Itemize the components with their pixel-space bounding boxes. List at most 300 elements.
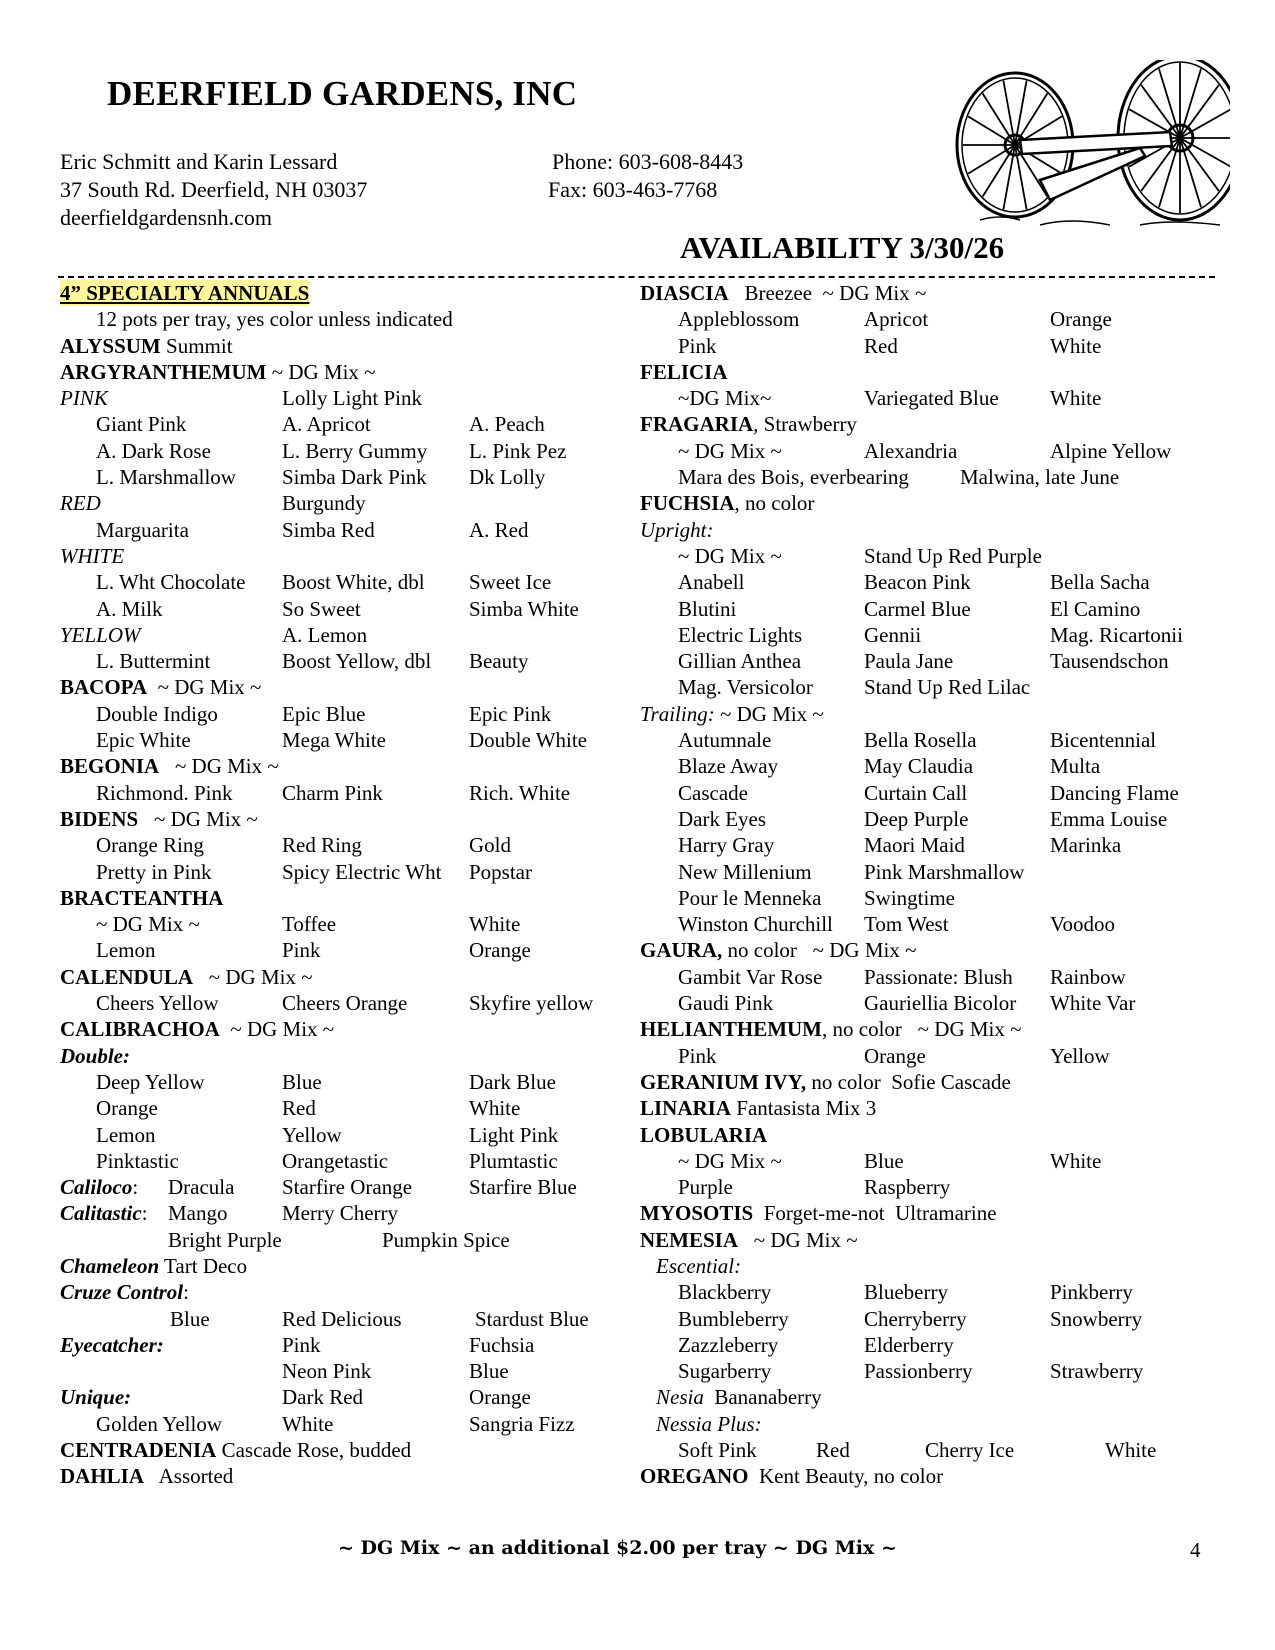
- list-row: [60, 911, 620, 937]
- variety: Snowberry: [1050, 1306, 1143, 1331]
- variety: White: [1105, 1438, 1157, 1463]
- variety: ~ DG Mix ~: [96, 912, 200, 937]
- wheel-spoke: [1141, 85, 1180, 138]
- variety: Orange: [469, 938, 531, 963]
- plant-heading: [640, 937, 916, 963]
- plant-name: GAURA,: [640, 938, 723, 963]
- list-row: [60, 1411, 620, 1437]
- variety: White: [469, 1096, 521, 1121]
- list-row: [60, 1332, 620, 1358]
- list-row: [640, 1384, 1220, 1410]
- plant-name: OREGANO: [640, 1464, 749, 1489]
- variety: Dark Eyes: [678, 806, 767, 831]
- variety: A. Dark Rose: [96, 438, 211, 463]
- series-label: [60, 1174, 138, 1200]
- plant-heading: [60, 885, 223, 911]
- category-heading: [640, 701, 824, 727]
- variety: Blueberry: [864, 1280, 948, 1305]
- variety: Blue: [282, 1069, 322, 1094]
- variety: Pumpkin Spice: [382, 1227, 510, 1252]
- variety: Raspberry: [864, 1175, 951, 1200]
- variety: Stand Up Red Purple: [864, 543, 1042, 568]
- list-row: [640, 306, 1220, 332]
- section-title-row: [60, 280, 620, 306]
- variety: Paula Jane: [864, 649, 954, 674]
- list-row: [640, 701, 1220, 727]
- variety: Pink Marshmallow: [864, 859, 1025, 884]
- list-row: [60, 1174, 620, 1200]
- variety: Pink: [282, 938, 321, 963]
- list-row: [640, 438, 1220, 464]
- series-heading: [656, 1411, 762, 1437]
- variety: Sangria Fizz: [469, 1411, 575, 1436]
- variety: Mara des Bois, everbearing: [678, 465, 909, 490]
- list-row: [640, 648, 1220, 674]
- list-row: [60, 859, 620, 885]
- plant-heading: [640, 490, 814, 516]
- series-note: Tart Deco: [159, 1253, 248, 1278]
- plant-name: LINARIA: [640, 1096, 732, 1121]
- variety: Beacon Pink: [864, 570, 971, 595]
- variety: White: [282, 1411, 334, 1436]
- list-row: [640, 569, 1220, 595]
- list-row: [640, 1332, 1220, 1358]
- variety: Red Ring: [282, 833, 362, 858]
- variety: Simba Red: [282, 517, 375, 542]
- variety: Blue: [864, 1148, 904, 1173]
- list-row: [60, 1306, 620, 1332]
- variety: Double Indigo: [96, 701, 218, 726]
- variety: Lemon: [96, 1122, 156, 1147]
- variety: Deep Yellow: [96, 1069, 205, 1094]
- variety: L. Marshmallow: [96, 465, 236, 490]
- series-heading: [656, 1384, 822, 1410]
- variety: ~ DG Mix ~: [678, 543, 782, 568]
- plant-note: ~ DG Mix ~: [159, 754, 279, 779]
- variety: Burgundy: [282, 491, 366, 516]
- website-link[interactable]: deerfieldgardensnh.com: [60, 205, 272, 230]
- plant-name: BRACTEANTHA: [60, 885, 224, 910]
- plant-name: CALENDULA: [60, 964, 194, 989]
- plant-name: HELIANTHEMUM: [640, 1017, 823, 1042]
- list-row: [640, 1279, 1220, 1305]
- list-row: [60, 543, 620, 569]
- list-row: [640, 1437, 1220, 1463]
- plant-note: no color ~ DG Mix ~: [722, 938, 917, 963]
- wheel-spoke: [1180, 138, 1219, 191]
- plant-name: CALIBRACHOA: [60, 1017, 220, 1042]
- plant-name: NEMESIA: [640, 1227, 739, 1252]
- variety: Marinka: [1050, 833, 1122, 858]
- variety: Blaze Away: [678, 754, 779, 779]
- series-colon: :: [132, 1175, 139, 1200]
- list-row: [60, 517, 620, 543]
- variety: Maori Maid: [864, 833, 965, 858]
- variety: Voodoo: [1050, 912, 1115, 937]
- list-row: [60, 937, 620, 963]
- list-row: [60, 569, 620, 595]
- list-row: [60, 385, 620, 411]
- plant-heading: [640, 411, 857, 437]
- series-label: Nesia: [656, 1385, 704, 1410]
- plant-heading: [640, 359, 728, 385]
- list-row: [60, 780, 620, 806]
- series-label: [60, 1200, 148, 1226]
- variety: Boost White, dbl: [282, 570, 425, 595]
- variety: A. Lemon: [282, 622, 368, 647]
- list-row: [60, 1437, 620, 1463]
- list-row: [60, 1095, 620, 1121]
- variety: Pink: [678, 1043, 717, 1068]
- plant-name: FRAGARIA: [640, 412, 754, 437]
- list-row: [640, 622, 1220, 648]
- variety: White: [469, 912, 521, 937]
- list-row: [640, 411, 1220, 437]
- list-row: [640, 1463, 1220, 1489]
- plant-name: FUCHSIA: [640, 491, 735, 516]
- plant-note: ~ DG Mix ~: [219, 1017, 335, 1042]
- plant-note: Kent Beauty, no color: [748, 1464, 944, 1489]
- variety: Alpine Yellow: [1050, 438, 1172, 463]
- list-row: [640, 333, 1220, 359]
- plant-note: Breezee ~ DG Mix ~: [728, 281, 927, 305]
- list-row: [60, 1043, 620, 1069]
- variety: Anabell: [678, 570, 745, 595]
- plant-heading: [60, 333, 233, 359]
- variety: Autumnale: [678, 728, 772, 753]
- wheel-spoke: [1180, 85, 1219, 138]
- list-row: [60, 359, 620, 385]
- variety: Emma Louise: [1050, 806, 1168, 831]
- plant-note: Forget-me-not Ultramarine: [753, 1201, 997, 1226]
- list-row: [640, 464, 1220, 490]
- plant-heading: [640, 1227, 858, 1253]
- variety: Appleblossom: [678, 307, 800, 332]
- series-name: Cruze Control: [60, 1280, 184, 1305]
- variety: Pretty in Pink: [96, 859, 212, 884]
- variety: Yellow: [1050, 1043, 1110, 1068]
- variety: A. Apricot: [282, 412, 371, 437]
- list-row: [60, 832, 620, 858]
- variety: Red Delicious: [282, 1306, 402, 1331]
- variety: Mag. Versicolor: [678, 675, 813, 700]
- list-row: [60, 648, 620, 674]
- list-row: [60, 674, 620, 700]
- series-note: Bananaberry: [703, 1385, 822, 1410]
- variety: ~ DG Mix ~: [678, 438, 782, 463]
- variety: Bella Rosella: [864, 728, 977, 753]
- plant-note: Assorted: [144, 1464, 234, 1489]
- plant-note: , no color ~ DG Mix ~: [822, 1017, 1022, 1042]
- list-row: [640, 517, 1220, 543]
- series-name: Chameleon: [60, 1253, 160, 1278]
- variety: Mag. Ricartonii: [1050, 622, 1183, 647]
- list-row: [640, 911, 1220, 937]
- variety: Blackberry: [678, 1280, 772, 1305]
- plant-note: ~ DG Mix ~: [138, 806, 258, 831]
- variety: Swingtime: [864, 885, 956, 910]
- plant-heading: [60, 1463, 233, 1489]
- list-row: [640, 1227, 1220, 1253]
- variety: Orange: [864, 1043, 926, 1068]
- list-row: [640, 964, 1220, 990]
- list-row: [60, 727, 620, 753]
- page-number: 4: [1190, 1538, 1201, 1562]
- plant-heading: [60, 964, 313, 990]
- plant-heading: [60, 359, 376, 385]
- variety: Orange Ring: [96, 833, 204, 858]
- fax: Fax: 603-463-7768: [548, 177, 718, 202]
- variety: Gauriellia Bicolor: [864, 991, 1017, 1016]
- series-name: Calitastic: [60, 1201, 142, 1226]
- variety: Bicentennial: [1050, 728, 1157, 753]
- plant-name: BEGONIA: [60, 754, 160, 779]
- color-category: YELLOW: [60, 622, 141, 647]
- plant-heading: [640, 1069, 1011, 1095]
- variety: Dracula: [168, 1175, 235, 1200]
- variety: Blutini: [678, 596, 737, 621]
- variety: Lolly Light Pink: [282, 386, 423, 411]
- list-row: [60, 1279, 620, 1305]
- variety: New Millenium: [678, 859, 812, 884]
- list-row: [60, 885, 620, 911]
- address-block: [60, 148, 367, 232]
- list-row: [640, 885, 1220, 911]
- plant-name: MYOSOTIS: [640, 1201, 754, 1226]
- plant-heading: [60, 753, 279, 779]
- variety: Pour le Menneka: [678, 885, 822, 910]
- variety: Mega White: [282, 728, 386, 753]
- plant-note: ~ DG Mix ~: [147, 675, 262, 700]
- list-row: [640, 543, 1220, 569]
- list-row: [640, 780, 1220, 806]
- variety: Pink: [282, 1332, 321, 1357]
- variety: Boost Yellow, dbl: [282, 649, 432, 674]
- variety: Epic Pink: [469, 701, 552, 726]
- plant-note: Fantasista Mix 3: [731, 1096, 877, 1121]
- list-row: [60, 333, 620, 359]
- variety: Toffee: [282, 912, 337, 937]
- variety: Fuchsia: [469, 1332, 535, 1357]
- list-row: [640, 727, 1220, 753]
- list-row: [60, 1148, 620, 1174]
- list-row: [60, 964, 620, 990]
- series-label: [60, 1279, 189, 1305]
- plant-heading: [640, 1095, 876, 1121]
- list-row: [640, 490, 1220, 516]
- variety: Red: [282, 1096, 316, 1121]
- series-label: [60, 1253, 247, 1279]
- list-row: [640, 1148, 1220, 1174]
- variety: Gennii: [864, 622, 922, 647]
- variety: White Var: [1050, 991, 1136, 1016]
- plant-note: Summit: [160, 333, 233, 358]
- list-row: [60, 990, 620, 1016]
- variety: White: [1050, 1148, 1102, 1173]
- section-subtitle-row: [60, 306, 620, 332]
- variety: Gambit Var Rose: [678, 964, 823, 989]
- color-category: PINK: [60, 386, 108, 411]
- availability-date: AVAILABILITY 3/30/26: [680, 230, 1005, 265]
- list-row: [640, 806, 1220, 832]
- variety: Skyfire yellow: [469, 991, 594, 1016]
- variety: El Camino: [1050, 596, 1141, 621]
- variety: Orangetastic: [282, 1148, 389, 1173]
- wheel-spoke: [968, 116, 1015, 145]
- variety: ~DG Mix~: [678, 386, 772, 411]
- section-divider: [58, 276, 1215, 278]
- wagon-wheel-illustration: [940, 60, 1230, 235]
- variety: Tausendschon: [1050, 649, 1169, 674]
- color-category: WHITE: [60, 543, 125, 568]
- variety: Apricot: [864, 307, 929, 332]
- series-name: Caliloco: [60, 1175, 133, 1200]
- variety: A. Peach: [469, 412, 545, 437]
- variety: Gaudi Pink: [678, 991, 774, 1016]
- variety: Sweet Ice: [469, 570, 552, 595]
- variety: Neon Pink: [282, 1359, 372, 1384]
- plant-heading: [60, 1016, 334, 1042]
- list-row: [640, 1069, 1220, 1095]
- plant-name: LOBULARIA: [640, 1122, 768, 1147]
- plant-note: , no color: [734, 491, 815, 516]
- plant-note: Cascade Rose, budded: [216, 1438, 412, 1463]
- section-subtitle: 12 pots per tray, yes color unless indicated: [96, 307, 453, 332]
- plant-note: no color Sofie Cascade: [806, 1069, 1011, 1094]
- variety: Stand Up Red Lilac: [864, 675, 1031, 700]
- variety: Passionate: Blush: [864, 964, 1013, 989]
- variety: L. Wht Chocolate: [96, 570, 246, 595]
- variety: Lemon: [96, 938, 156, 963]
- variety: Zazzleberry: [678, 1332, 779, 1357]
- plant-name: BACOPA: [60, 675, 148, 700]
- variety: Epic White: [96, 728, 191, 753]
- list-row: [640, 1016, 1220, 1042]
- section-title: 4” SPECIALTY ANNUALS: [60, 281, 310, 305]
- list-row: [640, 1200, 1220, 1226]
- variety: Variegated Blue: [864, 386, 999, 411]
- variety: Blue: [469, 1359, 509, 1384]
- variety: Bumbleberry: [678, 1306, 789, 1331]
- variety: Electric Lights: [678, 622, 803, 647]
- plant-note: ~ DG Mix ~: [738, 1227, 858, 1252]
- variety: Pinkberry: [1050, 1280, 1133, 1305]
- variety: Bright Purple: [168, 1227, 282, 1252]
- variety: Passionberry: [864, 1359, 973, 1384]
- footer-note: ~ DG Mix ~ an additional $2.00 per tray ~ DG Mix ~: [338, 1537, 897, 1559]
- variety: Carmel Blue: [864, 596, 971, 621]
- series-label: Escential:: [656, 1253, 742, 1278]
- variety: Curtain Call: [864, 780, 968, 805]
- variety: Orange: [469, 1385, 531, 1410]
- variety: Red: [816, 1438, 850, 1463]
- variety: Simba White: [469, 596, 579, 621]
- color-category: RED: [60, 491, 101, 516]
- variety: Multa: [1050, 754, 1101, 779]
- list-row: [640, 280, 1220, 306]
- list-row: [60, 464, 620, 490]
- variety: Harry Gray: [678, 833, 775, 858]
- variety: Bella Sacha: [1050, 570, 1150, 595]
- plant-note: , Strawberry: [753, 412, 857, 437]
- list-row: [60, 490, 620, 516]
- plant-heading: [60, 806, 258, 832]
- list-row: [640, 596, 1220, 622]
- variety: Light Pink: [469, 1122, 559, 1147]
- variety: Gold: [469, 833, 511, 858]
- plant-note: ~ DG Mix ~: [193, 964, 313, 989]
- variety: Strawberry: [1050, 1359, 1144, 1384]
- variety: Cherry Ice: [925, 1438, 1015, 1463]
- list-row: [640, 937, 1220, 963]
- variety: A. Milk: [96, 596, 163, 621]
- variety: Gillian Anthea: [678, 649, 802, 674]
- variety: White: [1050, 386, 1102, 411]
- plant-heading: [640, 1016, 1021, 1042]
- variety: Epic Blue: [282, 701, 366, 726]
- variety: Merry Cherry: [282, 1201, 399, 1226]
- list-row: [640, 359, 1220, 385]
- variety: Double White: [469, 728, 588, 753]
- variety: Pink: [678, 333, 717, 358]
- variety: ~ DG Mix ~: [678, 1148, 782, 1173]
- left-column: [60, 280, 620, 1490]
- list-row: [640, 859, 1220, 885]
- category-label: Trailing:: [640, 701, 715, 726]
- list-row: [640, 753, 1220, 779]
- list-row: [640, 674, 1220, 700]
- list-row: [60, 596, 620, 622]
- plant-name: DAHLIA: [60, 1464, 145, 1489]
- variety: Alexandria: [864, 438, 958, 463]
- list-row: [640, 1358, 1220, 1384]
- variety: Golden Yellow: [96, 1411, 223, 1436]
- plant-heading: [60, 1437, 411, 1463]
- variety: Stardust Blue: [475, 1306, 589, 1331]
- plant-heading: [640, 1122, 767, 1148]
- plant-name: BIDENS: [60, 806, 139, 831]
- variety: Giant Pink: [96, 412, 187, 437]
- variety: Richmond. Pink: [96, 780, 233, 805]
- list-row: [640, 832, 1220, 858]
- variety: Elderberry: [864, 1332, 954, 1357]
- plant-name: ARGYRANTHEMUM: [60, 359, 267, 384]
- series-label: Nessia Plus:: [656, 1411, 762, 1436]
- variety: L. Berry Gummy: [282, 438, 428, 463]
- list-row: [60, 753, 620, 779]
- plant-name: DIASCIA: [640, 281, 729, 305]
- right-column: [640, 280, 1220, 1490]
- variety: Pinktastic: [96, 1148, 179, 1173]
- variety: Red: [864, 333, 898, 358]
- variety: Dark Blue: [469, 1069, 556, 1094]
- list-row: [60, 806, 620, 832]
- list-row: [60, 622, 620, 648]
- list-row: [640, 1043, 1220, 1069]
- wheel-spoke: [968, 145, 1015, 174]
- list-row: [60, 1069, 620, 1095]
- series-colon: :: [141, 1201, 148, 1226]
- plant-name: ALYSSUM: [60, 333, 161, 358]
- variety: White: [1050, 333, 1102, 358]
- variety: Malwina, late June: [960, 465, 1120, 490]
- series-note: :: [183, 1280, 189, 1305]
- category-note: ~ DG Mix ~: [714, 701, 824, 726]
- variety: Dk Lolly: [469, 465, 546, 490]
- variety: Tom West: [864, 912, 949, 937]
- list-row: [640, 1411, 1220, 1437]
- variety: Soft Pink: [678, 1438, 757, 1463]
